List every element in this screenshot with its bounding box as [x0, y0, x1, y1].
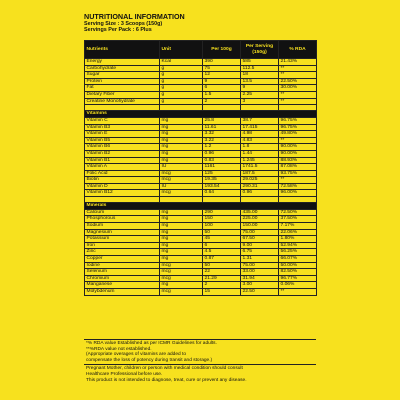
table-row — [85, 229, 317, 236]
per100g-cell: 6 — [203, 85, 241, 92]
table-row — [85, 78, 317, 85]
per100g-cell: 12 — [203, 72, 241, 79]
nutrient-name: Protein — [85, 78, 160, 85]
footnotes — [84, 339, 316, 364]
nutrient-name: Molybdenum — [85, 289, 160, 296]
unit-cell: g — [160, 98, 203, 105]
rda-cell: 66.07% — [279, 256, 317, 263]
per-serving-cell: 290.31 — [241, 183, 279, 190]
per100g-cell: 3.22 — [203, 137, 241, 144]
per-serving-cell: 67.50 — [241, 236, 279, 243]
per100g-cell: 4.5 — [203, 249, 241, 256]
rda-cell: 1.80% — [279, 236, 317, 243]
unit-cell: mg — [160, 229, 203, 236]
table-row — [85, 91, 317, 98]
nutrient-name: Fat — [85, 85, 160, 92]
per100g-cell: 6 — [203, 242, 241, 249]
per-serving-cell: 38.7 — [241, 117, 279, 124]
per100g-cell: 125 — [203, 170, 241, 177]
per-serving-cell: 112.5 — [241, 65, 279, 72]
per100g-cell: 1161 — [203, 164, 241, 171]
col-header-per100g: Per 100g — [203, 41, 241, 59]
unit-cell: g — [160, 78, 203, 85]
per-serving-cell: 1.31 — [241, 256, 279, 263]
per100g-cell: 19.35 — [203, 177, 241, 184]
per-serving-cell: 6.75 — [241, 249, 279, 256]
table-row — [85, 144, 317, 151]
table-row — [85, 216, 317, 223]
table-row — [85, 223, 317, 230]
table-row — [85, 275, 317, 282]
table-row — [85, 177, 317, 184]
table-row — [85, 269, 317, 276]
warning-line: Healthcare Professional before use. — [86, 371, 163, 377]
rda-cell: 93.75% — [279, 170, 317, 177]
nutrient-name: Chromium — [85, 275, 160, 282]
warning-line: Pregnant Mother, children or person with medical condition should consult — [86, 366, 243, 372]
unit-cell: mg — [160, 282, 203, 289]
rda-cell: ** — [279, 98, 317, 105]
per-serving-cell: 18 — [241, 72, 279, 79]
table-header-row — [85, 41, 317, 59]
per-serving-cell: 9 — [241, 85, 279, 92]
unit-cell: mcg — [160, 177, 203, 184]
unit-cell: mg — [160, 209, 203, 216]
nutrient-name: Sodium — [85, 223, 160, 230]
table-row — [85, 131, 317, 138]
nutrient-name: Vitamin B12 — [85, 190, 160, 197]
table-row — [85, 249, 317, 256]
unit-cell: mcg — [160, 190, 203, 197]
per-serving-cell: 9.00 — [241, 242, 279, 249]
nutrient-name: Vitamin C — [85, 117, 160, 124]
unit-cell: mg — [160, 137, 203, 144]
rda-cell: 96.77% — [279, 275, 317, 282]
per-serving-cell: 75.00 — [241, 262, 279, 269]
per100g-cell: 45 — [203, 236, 241, 243]
per100g-cell: 290 — [203, 209, 241, 216]
table-row — [85, 282, 317, 289]
table-row — [85, 236, 317, 243]
col-header-rda: % RDA — [279, 41, 317, 59]
rda-cell: ** — [279, 65, 317, 72]
unit-cell: Kcal — [160, 59, 203, 66]
nutrient-name: Copper — [85, 256, 160, 263]
table-row — [85, 242, 317, 249]
table-row — [85, 85, 317, 92]
unit-cell: mg — [160, 216, 203, 223]
table-row — [85, 124, 317, 131]
unit-cell: mcg — [160, 170, 203, 177]
nutrient-name: Zinc — [85, 249, 160, 256]
unit-cell: mg — [160, 236, 203, 243]
unit-cell: mg — [160, 223, 203, 230]
table-row — [85, 157, 317, 164]
rda-cell: 49.80% — [279, 131, 317, 138]
table-row — [85, 170, 317, 177]
col-header-nutrients: Nutrients — [85, 41, 160, 59]
unit-cell: IU — [160, 164, 203, 171]
rda-cell: ** — [279, 72, 317, 79]
warnings — [84, 364, 316, 384]
col-header-per-serving: Per Serving (150g) — [241, 41, 279, 59]
rda-cell: 50.00% — [279, 262, 317, 269]
rda-cell: 52.94% — [279, 242, 317, 249]
nutrient-name: Vitamin B1 — [85, 157, 160, 164]
per100g-cell: 25.8 — [203, 117, 241, 124]
nutrient-name: Manganese — [85, 282, 160, 289]
col-header-unit: Unit — [160, 41, 203, 59]
unit-cell: mcg — [160, 275, 203, 282]
nutrient-name: Vitamin D — [85, 183, 160, 190]
per100g-cell: 9 — [203, 78, 241, 85]
nutrient-name: Folic Acid — [85, 170, 160, 177]
panel-title: NUTRITIONAL INFORMATION — [84, 12, 185, 21]
nutrient-name: Creatine Monohydrate — [85, 98, 160, 105]
nutrient-name: Energy — [85, 59, 160, 66]
rda-cell: 7.17% — [279, 223, 317, 230]
rda-cell: 37.50% — [279, 216, 317, 223]
per-serving-cell: 3.00 — [241, 282, 279, 289]
rda-cell: 22.06% — [279, 229, 317, 236]
per-serving-cell: 0.96 — [241, 190, 279, 197]
rda-cell: 21.43% — [279, 59, 317, 66]
unit-cell: mcg — [160, 269, 203, 276]
rda-cell: 87.08% — [279, 164, 317, 171]
per-serving-cell: 4.98 — [241, 131, 279, 138]
unit-cell: mg — [160, 249, 203, 256]
rda-cell: 88.93% — [279, 157, 317, 164]
rda-cell: 90.00% — [279, 150, 317, 157]
per-serving-cell: 225.00 — [241, 216, 279, 223]
per-serving-cell: 435.00 — [241, 209, 279, 216]
rda-cell: ** — [279, 137, 317, 144]
table-row — [85, 137, 317, 144]
unit-cell: mg — [160, 150, 203, 157]
per-serving-cell: 1.245 — [241, 157, 279, 164]
rda-cell: 82.50% — [279, 269, 317, 276]
per-serving-cell: 29.025 — [241, 177, 279, 184]
table-row — [85, 256, 317, 263]
rda-cell: 56.25% — [279, 249, 317, 256]
table-row — [85, 164, 317, 171]
unit-cell: g — [160, 65, 203, 72]
per100g-cell: 50 — [203, 262, 241, 269]
serving-size: Serving Size : 3 Scoops (150g) — [84, 21, 163, 27]
nutrient-name: Selenium — [85, 269, 160, 276]
per-serving-cell: 3 — [241, 98, 279, 105]
nutrient-name: Vitamin B6 — [85, 144, 160, 151]
section-title: Vitamins — [85, 111, 317, 118]
footnote-line: *% RDA value Established as per ICMR Guidelines for adults. — [86, 341, 217, 346]
per100g-cell: 1.5 — [203, 91, 241, 98]
per100g-cell: 50 — [203, 229, 241, 236]
per-serving-cell: 4.83 — [241, 137, 279, 144]
table-row — [85, 209, 317, 216]
nutrient-name: Phosphorous — [85, 216, 160, 223]
per-serving-cell: 1741.5 — [241, 164, 279, 171]
per100g-cell: 100 — [203, 223, 241, 230]
section-header-row — [85, 203, 317, 210]
servings-per-pack: Servings Per Pack : 6 Plus — [84, 27, 152, 34]
section-title: Minerals — [85, 203, 317, 210]
notes-area — [84, 339, 316, 384]
nutrient-name: Calcium — [85, 209, 160, 216]
per100g-cell: 3.32 — [203, 131, 241, 138]
per-serving-cell: 187.5 — [241, 170, 279, 177]
per-serving-cell: 150.00 — [241, 223, 279, 230]
table-row — [85, 262, 317, 269]
unit-cell: mg — [160, 124, 203, 131]
unit-cell: g — [160, 85, 203, 92]
per-serving-cell: 2.25 — [241, 91, 279, 98]
unit-cell: mcg — [160, 289, 203, 296]
unit-cell: mg — [160, 242, 203, 249]
table-row — [85, 65, 317, 72]
unit-cell: g — [160, 91, 203, 98]
nutrient-name: Iodine — [85, 262, 160, 269]
per-serving-cell: 13.5 — [241, 78, 279, 85]
unit-cell: mg — [160, 131, 203, 138]
nutrient-name: Vitamin B5 — [85, 137, 160, 144]
rda-cell: 30.00% — [279, 85, 317, 92]
rda-cell: 72.50% — [279, 209, 317, 216]
warning-line: This product is not intended to diagnose, treat, cure or prevent any disease. — [86, 377, 247, 383]
nutrition-panel — [84, 13, 316, 388]
per100g-cell: 390 — [203, 59, 241, 66]
rda-cell: 22.50% — [279, 78, 317, 85]
rda-cell: 96.00% — [279, 190, 317, 197]
nutrient-name: Iron — [85, 242, 160, 249]
footnote-line: (Appropriate overages of vitamins are added to — [86, 352, 186, 358]
unit-cell: mg — [160, 144, 203, 151]
table-row — [85, 59, 317, 66]
table-row — [85, 150, 317, 157]
rda-cell: 0.06% — [279, 282, 317, 289]
nutrient-name: Dietary Fiber — [85, 91, 160, 98]
per100g-cell: 22 — [203, 269, 241, 276]
rda-cell: ** — [279, 289, 317, 296]
per100g-cell: 0.87 — [203, 256, 241, 263]
unit-cell: mg — [160, 157, 203, 164]
per100g-cell: 15 — [203, 289, 241, 296]
nutrition-table — [84, 40, 317, 296]
per-serving-cell: 17.415 — [241, 124, 279, 131]
table-row — [85, 190, 317, 197]
unit-cell: g — [160, 72, 203, 79]
per-serving-cell: 31.94 — [241, 275, 279, 282]
per100g-cell: 0.96 — [203, 150, 241, 157]
rda-cell: 90.00% — [279, 144, 317, 151]
per100g-cell: 2 — [203, 98, 241, 105]
rda-cell: 96.75% — [279, 117, 317, 124]
per100g-cell: 11.61 — [203, 124, 241, 131]
per-serving-cell: 585 — [241, 59, 279, 66]
nutrient-name: Vitamin E — [85, 131, 160, 138]
table-body — [85, 59, 317, 296]
per100g-cell: 193.54 — [203, 183, 241, 190]
nutrient-name: Vitamin B3 — [85, 124, 160, 131]
unit-cell: mcg — [160, 262, 203, 269]
nutrient-name: Biotin — [85, 177, 160, 184]
nutrient-name: Magnesium — [85, 229, 160, 236]
nutrient-name: Potassium — [85, 236, 160, 243]
per-serving-cell: 75.00 — [241, 229, 279, 236]
nutrient-name: Carbohydrate — [85, 65, 160, 72]
per100g-cell: 0.83 — [203, 157, 241, 164]
per-serving-cell: 1.44 — [241, 150, 279, 157]
unit-cell: mg — [160, 117, 203, 124]
per-serving-cell: 22.50 — [241, 289, 279, 296]
unit-cell: mg — [160, 256, 203, 263]
rda-cell: 96.75% — [279, 124, 317, 131]
per100g-cell: 150 — [203, 216, 241, 223]
per100g-cell: 1.2 — [203, 144, 241, 151]
table-row — [85, 72, 317, 79]
per100g-cell: 2 — [203, 282, 241, 289]
nutrient-name: Sugar — [85, 72, 160, 79]
per100g-cell: 75 — [203, 65, 241, 72]
rda-cell: ** — [279, 177, 317, 184]
unit-cell: IU — [160, 183, 203, 190]
per-serving-cell: 33.00 — [241, 269, 279, 276]
footnote-line: compensate the loss of potency during transit and storage.) — [86, 357, 213, 363]
nutrient-name: Vitamin A — [85, 164, 160, 171]
rda-cell: ** — [279, 91, 317, 98]
table-row — [85, 117, 317, 124]
per-serving-cell: 1.8 — [241, 144, 279, 151]
table-row — [85, 289, 317, 296]
per100g-cell: 0.64 — [203, 190, 241, 197]
section-header-row — [85, 111, 317, 118]
rda-cell: 72.58% — [279, 183, 317, 190]
per100g-cell: 21.29 — [203, 275, 241, 282]
footnote-line: **%RDA value not established. — [86, 346, 152, 352]
table-row — [85, 183, 317, 190]
table-row — [85, 98, 317, 105]
nutrient-name: Vitamin B2 — [85, 150, 160, 157]
